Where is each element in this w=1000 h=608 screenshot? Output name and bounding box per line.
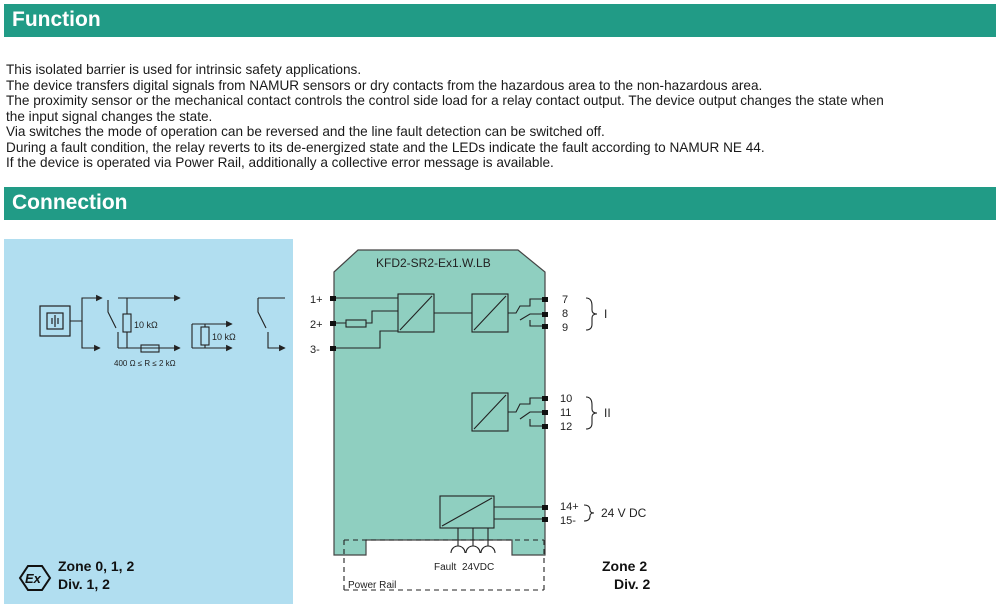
terminal-1-label: 1+ xyxy=(310,294,323,306)
function-line: The device transfers digital signals from NAMUR sensors or dry contacts from the hazardous area to the non-hazardous area. xyxy=(6,77,763,93)
function-line: the input signal changes the state. xyxy=(6,108,213,124)
hazardous-area xyxy=(4,239,293,604)
resistor-label-1: 10 kΩ xyxy=(134,320,158,330)
function-line: During a fault condition, the relay reverts to its de-energized state and the LEDs indicate the fault according to NAMUR NE 44. xyxy=(6,139,765,155)
supply-label: 24 V DC xyxy=(601,506,647,520)
group-1-brace xyxy=(586,298,597,330)
function-line: Via switches the mode of operation can be reversed and the line fault detection can be switched off. xyxy=(6,124,605,139)
group-1-label: I xyxy=(604,307,608,321)
ex-symbol-text: Ex xyxy=(25,571,41,586)
group-2-label: II xyxy=(604,406,611,420)
supply-brace xyxy=(584,505,594,521)
module-model-label: KFD2-SR2-Ex1.W.LB xyxy=(376,256,491,270)
function-heading: Function xyxy=(4,4,996,37)
terminal-11-label: 11 xyxy=(560,407,572,419)
function-line: If the device is operated via Power Rail, additionally a collective error message is available. xyxy=(6,155,554,170)
function-line: This isolated barrier is used for intrinsic safety applications. xyxy=(6,62,362,77)
connection-diagram xyxy=(0,228,1000,608)
resistor-label-2: 10 kΩ xyxy=(212,332,236,342)
terminal-14-label: 14+ xyxy=(560,501,579,513)
function-description xyxy=(6,62,996,171)
connection-heading: Connection xyxy=(4,187,996,220)
terminal-12-label: 12 xyxy=(560,421,573,433)
safe-div-label: Div. 2 xyxy=(614,576,651,592)
terminal-8-label: 8 xyxy=(562,308,569,320)
power-rail-label: Power Rail xyxy=(348,580,397,591)
safe-zone-label: Zone 2 xyxy=(602,558,648,574)
resistor-range-label: 400 Ω ≤ R ≤ 2 kΩ xyxy=(114,359,176,368)
fault-label: Fault xyxy=(434,562,457,573)
terminal-2-label: 2+ xyxy=(310,319,323,331)
terminal-10-label: 10 xyxy=(560,393,573,405)
group-2-brace xyxy=(586,397,597,429)
terminal-7-label: 7 xyxy=(562,294,569,306)
terminal-9-label: 9 xyxy=(562,322,569,334)
terminal-3-label: 3- xyxy=(310,344,320,356)
terminal-15-label: 15- xyxy=(560,515,576,527)
function-line: The proximity sensor or the mechanical contact controls the control side load for a relay contact output. The device output changes the state when xyxy=(6,93,884,108)
supply-24vdc-label: 24VDC xyxy=(462,562,495,573)
hazard-zone-label: Zone 0, 1, 2 xyxy=(58,558,135,574)
hazard-div-label: Div. 1, 2 xyxy=(58,576,110,592)
